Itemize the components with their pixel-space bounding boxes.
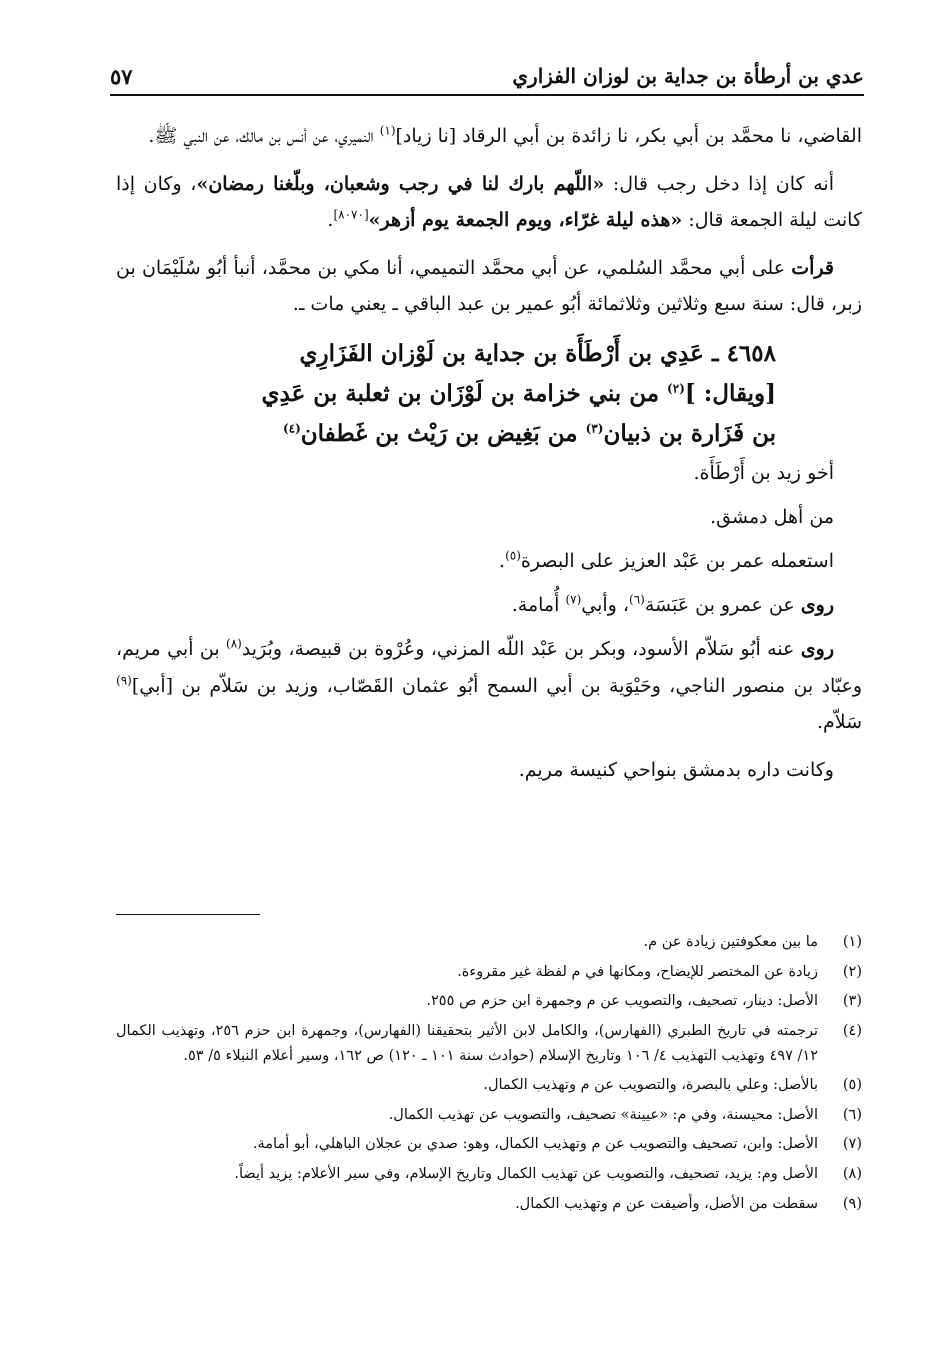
qaraat-text: على أبي محمَّد السُلمي، عن أبي محمَّد التميمي، أنا مكي بن محمَّد، أنبأ أبُو سُلَيْمَان بن زبر، قال: سنة سبع وثلاثين وثلاثمائة أبُو عمير بن عبد الباقي ـ يعني مات ـ. [116,257,862,316]
footnote-text: ما بين معكوفتين زيادة عن م. [643,934,818,950]
footnote-item [116,1103,862,1128]
entry-heading-line-2a: [ويقال: ] [684,380,776,408]
footnote-item [116,930,862,955]
footnote-text: سقطت من الأصل، وأضيفت عن م وتهذيب الكمال. [515,1195,818,1212]
footnote-item [116,989,862,1014]
footnote-number: (٧) [842,1136,862,1153]
footnote-text: الأصل: دينار، تصحيف، والتصويب عن م وجمهرة ابن حزم ص ٢٥٥. [426,993,818,1010]
footnote-ref-4: (٤) [282,420,301,435]
narrators-lead: روى [800,638,834,661]
footnote-ref-3: (٣) [585,420,604,435]
footnote-number: (٦) [842,1106,862,1123]
line-appointment [116,543,862,579]
footnote-number: (٣) [842,993,862,1010]
paragraph-isnad [116,118,862,154]
footnote-text: الأصل: وابن، تصحيف والتصويب عن م وتهذيب الكمال، وهو: صدي بن عجلان الباهلي، أبو أمامة. [252,1136,818,1153]
hadith-quote-2: «هذه ليلة غرّاء، ويوم الجمعة يوم أزهر» [368,209,683,232]
paragraph-isnad-text-end: النميري، عن أنس بن مالك، عن النبي ﷺ. [148,125,380,147]
paragraph-qaraat [116,250,862,322]
narrated-from-b: ، وأبي [581,594,630,617]
paragraph-isnad-text: القاضي، نا محمَّد بن أبي بكر، نا زائدة بن أبي الرقاد [نا زياد] [395,125,862,147]
hadith-quote-1: «اللّهم بارك لنا في رجب وشعبان، وبلّغنا رمضان» [196,173,605,196]
footnote-number: (٨) [842,1166,862,1183]
hadith-middle: ، وكان إذا كانت ليلة الجمعة قال: [116,173,862,232]
line-origin: من أهل دمشق. [710,506,834,529]
footnote-ref-7: (٧) [565,593,582,608]
footnote-separator [116,914,260,915]
narrated-from-lead: روى [800,594,834,617]
running-header [110,58,864,96]
entry-heading-line-1: ٤٦٥٨ ـ عَدِي بن أَرْطَأَة بن جداية بن لَوْزان الفَزَارِي [299,340,776,368]
hadith-end: . [327,209,334,232]
footnote-number: (٢) [842,963,862,980]
footnote-item [116,1162,862,1187]
entry-heading [176,334,776,453]
footnote-ref-6: (٦) [629,593,645,608]
line-narrated-from [116,587,862,623]
narrators-a: عنه أبُو سَلاّم الأسود، وبكر بن عَبْد اللّه المزني، وعُرْوة بن قبيصة، وبُرَيد [241,638,801,661]
line-house: وكانت داره بدمشق بنواحي كنيسة مريم. [518,758,834,781]
footnote-text: ترجمته في تاريخ الطبري (الفهارس)، والكامل لابن الأثير بتحقيقنا (الفهارس)، وجمهرة ابن حزم ٢٥٦، وتهذيب الكمال ١٢/ ٤٩٧ وتهذيب التهذيب ٤/ ١٠٦ وتاريخ الإسلام (حوادث سنة ١٠١ ـ ١٢٠) ص ١٦٢، وسير أعلام النبلاء ٥/ ٥٣. [116,1022,818,1064]
paragraph-hadith [116,166,862,238]
footnote-ref-8: (٨) [226,637,242,652]
main-text [116,118,862,796]
footnote-number: (٩) [842,1195,862,1212]
entry-heading-line-2 [176,374,776,414]
entry-heading-line-3a: بن فَزَارة بن ذبيان [603,419,776,447]
appointment-text: استعمله عمر بن عَبْد العزيز على البصرة [520,550,834,573]
narrators-b: بن أبي مريم، وعبّاد بن منصور الناجي، وحَيْوَية بن أبي السمح أبُو عثمان القَصّاب، وزيد بن سَلاّم بن [أبي] [116,638,862,697]
narrated-from-a: عن عمرو بن عَبَسَة [644,594,801,617]
footnote-ref-2: (٢) [667,381,685,396]
footnote-item [116,1192,862,1217]
footnote-number: (٤) [842,1022,862,1039]
footnote-number: (١) [842,934,862,950]
footnotes [116,930,862,1221]
footnote-number: (٥) [842,1077,862,1094]
entry-heading-line-3b: من بَغِيض بن رَيْث بن غَطفان [300,419,586,447]
footnote-text: زيادة عن المختصر للإيضاح، ومكانها في م لفظة غير مقروءة. [457,963,818,980]
footnote-item [116,1132,862,1157]
footnote-ref-1: (١) [379,123,396,138]
entry-heading-line-2b: من بني خزامة بن لَوْزَان بن ثعلبة بن عَدِي [261,380,668,408]
footnote-ref-5: (٥) [505,548,521,563]
page-number: ٥٧ [110,63,133,89]
paragraph-narrators [116,631,862,739]
running-title: عدي بن أرطأة بن جداية بن لوزان الفزاري [512,64,864,88]
footnote-item [116,1019,862,1068]
footnote-text: بالأصل: وعلي بالبصرة، والتصويب عن م وتهذيب الكمال. [483,1077,818,1094]
footnote-ref-9: (٩) [116,673,132,688]
footnote-item [116,960,862,985]
narrators-c: سَلاّم. [816,710,862,733]
hadith-intro: أنه كان إذا دخل رجب قال: [604,173,834,196]
qaraat-lead: قرأت [791,257,834,280]
hadith-number: [٨٠٧٠] [333,207,369,222]
entry-heading-line-3 [176,414,776,454]
line-brother: أخو زيد بن أَرْطَأَة. [693,462,834,485]
footnote-text: الأصل: محيسنة، وفي م: «عيينة» تصحيف، والتصويب عن تهذيب الكمال. [388,1106,818,1123]
narrated-from-c: أُمامة. [511,594,566,617]
footnote-text: الأصل وم: يزيد، تصحيف، والتصويب عن تهذيب الكمال وتاريخ الإسلام، وفي سير الأعلام: يزيد أيضاً. [234,1166,818,1183]
appointment-end: . [499,550,506,573]
footnote-item [116,1073,862,1098]
